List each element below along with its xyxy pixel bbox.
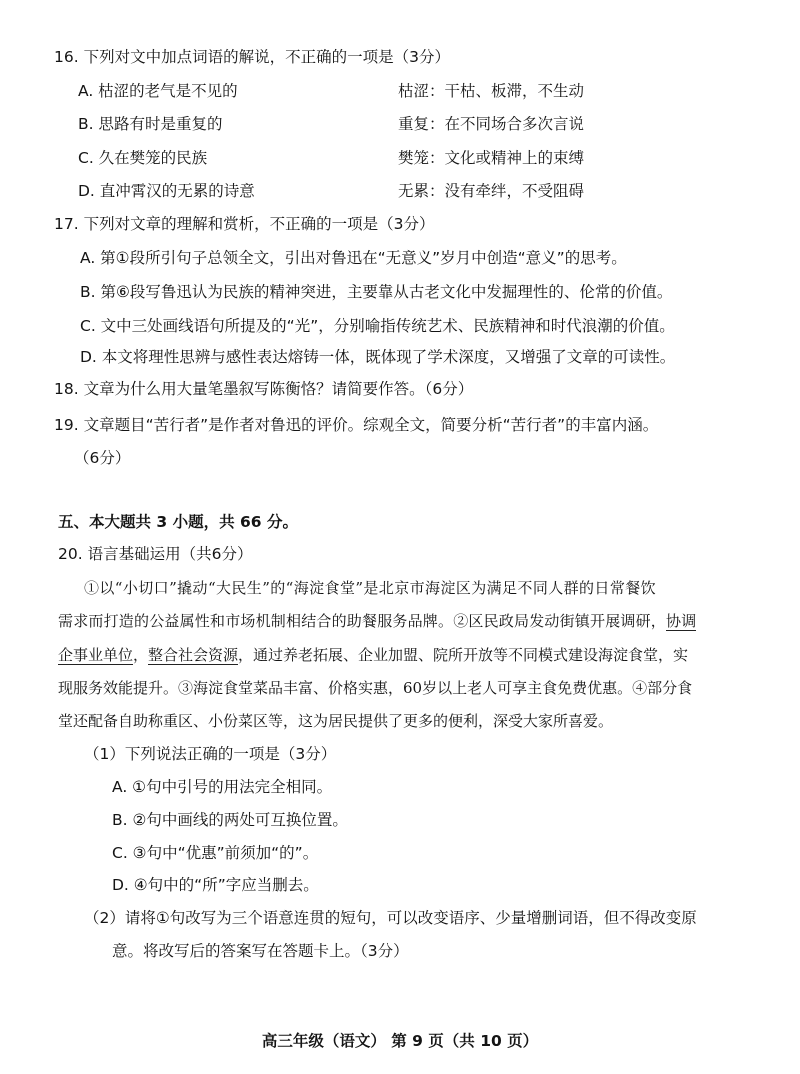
q16-gloss-a: 枯涩：干枯、板滞，不生动 <box>398 82 585 100</box>
q17-option-d: D. 本文将理性思辨与感性表达熔铸一体，既体现了学术深度，又增强了文章的可读性。 <box>80 348 676 366</box>
q17-option-b: B. 第⑥段写鲁迅认为民族的精神突进，主要靠从古老文化中发掘理性的、伦常的价值。 <box>80 283 673 301</box>
q16-gloss-c: 樊笼：文化或精神上的束缚 <box>398 149 585 167</box>
q20-passage-line-2 <box>58 610 696 632</box>
q16-gloss-b: 重复：在不同场合多次言说 <box>398 115 585 133</box>
q20-sub1-option-c: C. ③句中“优惠”前须加“的”。 <box>112 844 319 862</box>
q17-option-a: A. 第①段所引句子总领全文，引出对鲁迅在“无意义”岁月中创造“意义”的思考。 <box>80 249 627 267</box>
q16-stem: 16. 下列对文中加点词语的解说，不正确的一项是（3分） <box>54 48 450 66</box>
q20-underline-2: 整合社会资源 <box>148 646 239 664</box>
q17-option-c: C. 文中三处画线语句所提及的“光”，分别喻指传统艺术、民族精神和时代浪潮的价值。 <box>80 317 675 335</box>
q20-passage-line-1: ①以“小切口”撬动“大民生”的“海淀食堂”是北京市海淀区为满足不同人群的日常餐饮 <box>84 579 657 597</box>
q16-option-b: B. 思路有时是重复的 <box>78 115 223 133</box>
q18-stem: 18. 文章为什么用大量笔墨叙写陈衡恪？请简要作答。（6分） <box>54 380 474 398</box>
q20-sub1-option-d: D. ④句中的“所”字应当删去。 <box>112 876 319 894</box>
q19-points: （6分） <box>74 449 131 467</box>
q20-sub2-line-1: （2）请将①句改写为三个语意连贯的短句，可以改变语序、少量增删词语，但不得改变原 <box>84 909 697 927</box>
page-footer: 高三年级（语文） 第 9 页（共 10 页） <box>261 1032 539 1050</box>
q17-stem: 17. 下列对文章的理解和赏析，不正确的一项是（3分） <box>54 215 435 233</box>
q20-passage-line-4: 现服务效能提升。③海淀食堂菜品丰富、价格实惠，60岁以上老人可享主食免费优惠。④部分食 <box>58 679 693 697</box>
q20-comma: ， <box>133 646 149 664</box>
q20-underline-1b: 企事业单位 <box>58 646 134 664</box>
q16-gloss-d: 无累：没有牵绊，不受阻碍 <box>398 182 585 200</box>
q20-sub1-option-a: A. ①句中引号的用法完全相同。 <box>112 778 333 796</box>
q20-passage-line-2-text: 需求而打造的公益属性和市场机制相结合的助餐服务品牌。②区民政局发动街镇开展调研， <box>58 612 667 630</box>
q20-passage-line-5: 堂还配备自助称重区、小份菜区等，这为居民提供了更多的便利，深受大家所喜爱。 <box>58 712 614 730</box>
q20-title: 20. 语言基础运用（共6分） <box>58 545 253 563</box>
q16-option-c: C. 久在樊笼的民族 <box>78 149 208 167</box>
q20-sub1-stem: （1）下列说法正确的一项是（3分） <box>84 745 337 763</box>
q20-passage-line-3 <box>58 644 688 666</box>
q20-passage-line-3-rest: ，通过养老拓展、企业加盟、院所开放等不同模式建设海淀食堂，实 <box>238 646 689 664</box>
q16-option-a: A. 枯涩的老气是不见的 <box>78 82 238 100</box>
section-5-heading: 五、本大题共 3 小题，共 66 分。 <box>58 513 298 531</box>
q19-stem: 19. 文章题目“苦行者”是作者对鲁迅的评价。综观全文，简要分析“苦行者”的丰富内涵。 <box>54 416 659 434</box>
q20-sub1-option-b: B. ②句中画线的两处可互换位置。 <box>112 811 348 829</box>
q20-underline-1a: 协调 <box>666 612 697 630</box>
q16-option-d: D. 直冲霄汉的无累的诗意 <box>78 182 255 200</box>
q20-sub2-line-2: 意。将改写后的答案写在答题卡上。（3分） <box>112 942 409 960</box>
